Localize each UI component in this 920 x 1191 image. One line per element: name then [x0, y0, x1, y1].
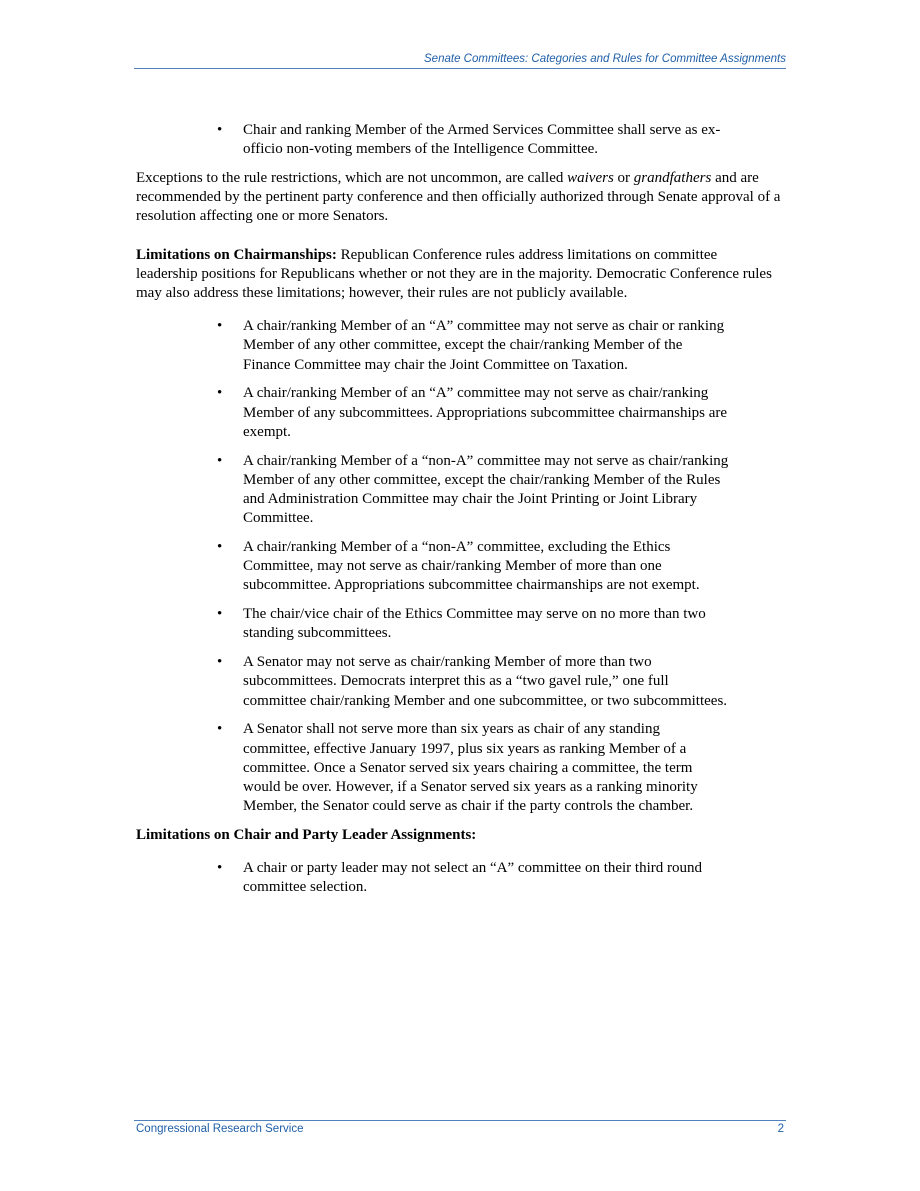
- list-item: • A Senator may not serve as chair/ranking Member of more than two subcommittees. Democrats interpret this as a “two gavel rule,” one full committee chair/ranking Member and one subcommittee, or two subcommittees.: [217, 654, 728, 709]
- chairmanship-limits-list: [136, 317, 730, 816]
- bullet-icon: •: [217, 721, 223, 738]
- list-item: • Chair and ranking Member of the Armed Services Committee shall serve as ex-officio non-voting members of the Intelligence Committee.: [217, 122, 721, 158]
- leader-limits-list: [136, 859, 730, 897]
- running-header: Senate Committees: Categories and Rules for Committee Assignments: [424, 53, 786, 65]
- chairmanships-paragraph: Limitations on Chairmanships: Republican Conference rules address limitations on committee leadership positions for Republicans whether or not they are in the majority. Democratic Conference rules may also address these limitations; however, their rules are not publicly available.: [136, 246, 772, 302]
- leaders-heading: Limitations on Chair and Party Leader Assignments:: [136, 827, 477, 844]
- list-item: • A chair/ranking Member of a “non-A” committee, excluding the Ethics Committee, may not serve as chair/ranking Member of more than one subcommittee. Appropriations subcommittee chairmanships are not exempt.: [217, 539, 700, 594]
- footer-organization: Congressional Research Service: [136, 1123, 304, 1135]
- armed-services-list: [136, 121, 730, 159]
- bullet-icon: •: [217, 860, 223, 877]
- list-item: • A chair or party leader may not select an “A” committee on their third round committee selection.: [217, 860, 703, 896]
- bullet-icon: •: [217, 654, 223, 671]
- list-item: • The chair/vice chair of the Ethics Committee may serve on no more than two standing subcommittees.: [217, 606, 706, 642]
- bullet-icon: •: [217, 385, 223, 402]
- bullet-icon: •: [217, 122, 223, 138]
- bullet-icon: •: [217, 606, 223, 623]
- list-item: • A chair/ranking Member of an “A” committee may not serve as chair or ranking Member of any other committee, except the chair/ranking Member of the Finance Committee may chair the Joint Committee on Taxation.: [217, 318, 725, 373]
- bullet-icon: •: [217, 539, 223, 556]
- bullet-icon: •: [217, 318, 223, 335]
- exceptions-paragraph: Exceptions to the rule restrictions, which are not uncommon, are called waivers or grandfathers and are recommended by the pertinent party conference and then officially authorized through Senate approval of a resolution affecting one or more Senators.: [136, 170, 781, 225]
- header-divider: [134, 68, 786, 69]
- footer-divider: [134, 1120, 786, 1121]
- list-item: • A chair/ranking Member of a “non-A” committee may not serve as chair/ranking Member of any other committee, except the chair/ranking Member of the Rules and Administration Committee may chair the Joint Printing or Joint Library Committee.: [217, 452, 729, 527]
- document-body: [136, 121, 782, 907]
- chairmanships-heading: Limitations on Chairmanships:: [136, 246, 337, 263]
- page-number: 2: [777, 1123, 784, 1135]
- list-item: • A Senator shall not serve more than six years as chair of any standing committee, effective January 1997, plus six years as ranking Member of a committee. Once a Senator served six years chairing a committee, the term would be over. However, if a Senator served six years as a ranking minority Member, the Senator could serve as chair if the party controls the chamber.: [217, 721, 698, 815]
- list-item: • A chair/ranking Member of an “A” committee may not serve as chair/ranking Member of any subcommittees. Appropriations subcommittee chairmanships are exempt.: [217, 385, 728, 440]
- bullet-icon: •: [217, 452, 223, 469]
